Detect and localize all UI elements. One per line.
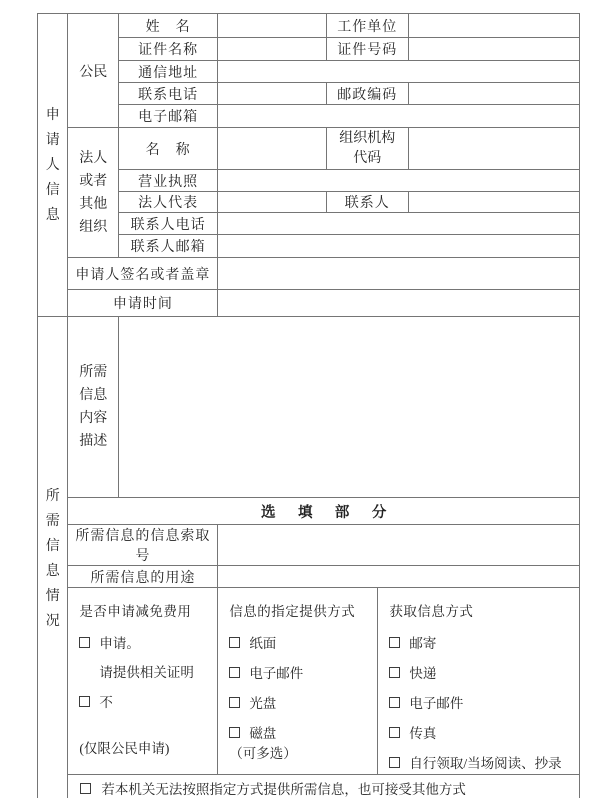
input-contact-phone[interactable] bbox=[218, 213, 580, 235]
input-contact-person[interactable] bbox=[408, 192, 579, 213]
input-purpose[interactable] bbox=[218, 566, 580, 588]
input-info-description[interactable] bbox=[119, 317, 580, 498]
option-label: 纸面 bbox=[249, 636, 277, 651]
option-label: 自行领取/当场阅读、抄录 bbox=[409, 756, 562, 771]
optional-section-header: 选填部分 bbox=[68, 498, 580, 525]
option-label: 电子邮件 bbox=[409, 696, 464, 711]
input-cert-number[interactable] bbox=[408, 38, 579, 61]
input-postcode[interactable] bbox=[408, 83, 579, 105]
fallback-note-cell bbox=[68, 775, 580, 798]
provision-option-paper[interactable] bbox=[229, 632, 276, 652]
obtain-method-cell bbox=[378, 588, 580, 775]
group-label-citizen bbox=[68, 14, 119, 128]
fee-waiver-title: 是否申请减免费用 bbox=[79, 604, 192, 619]
label-signature: 申请人签名或者盖章 bbox=[68, 258, 218, 290]
input-org-name[interactable] bbox=[218, 128, 326, 170]
option-label: 不 bbox=[99, 695, 113, 710]
label-contact-email: 联系人邮箱 bbox=[119, 235, 218, 258]
label-phone: 联系电话 bbox=[119, 83, 218, 105]
application-form-table bbox=[37, 13, 580, 798]
label-cert-number: 证件号码 bbox=[326, 38, 408, 61]
provision-option-cd[interactable] bbox=[229, 692, 276, 712]
label-business-license: 营业执照 bbox=[119, 170, 218, 192]
input-org-code[interactable] bbox=[408, 128, 579, 170]
input-index-number[interactable] bbox=[218, 525, 580, 566]
citizen-group-label: 公民 bbox=[79, 64, 108, 80]
obtain-option-mail[interactable] bbox=[389, 632, 436, 652]
fee-waiver-option-apply[interactable] bbox=[79, 632, 140, 652]
input-signature[interactable] bbox=[218, 258, 580, 290]
option-label: 快递 bbox=[409, 666, 437, 681]
checkbox-icon[interactable] bbox=[389, 697, 400, 708]
option-label: 电子邮件 bbox=[249, 666, 304, 681]
fee-waiver-option-no[interactable] bbox=[79, 691, 113, 711]
checkbox-icon[interactable] bbox=[389, 757, 400, 768]
obtain-option-email[interactable] bbox=[389, 692, 463, 712]
option-label: 传真 bbox=[409, 726, 437, 741]
label-info-description: 所需信息内容描述 bbox=[68, 317, 119, 498]
label-cert-name: 证件名称 bbox=[119, 38, 218, 61]
obtain-option-fax[interactable] bbox=[389, 722, 436, 742]
fee-waiver-footnote: (仅限公民申请) bbox=[79, 741, 170, 756]
legal-group-label: 法人或者其他组织 bbox=[79, 150, 108, 235]
label-address: 通信地址 bbox=[119, 61, 218, 83]
checkbox-icon[interactable] bbox=[389, 727, 400, 738]
option-label: 光盘 bbox=[249, 696, 277, 711]
label-email: 电子邮箱 bbox=[119, 105, 218, 128]
checkbox-icon[interactable] bbox=[389, 637, 400, 648]
section-title-applicant-info bbox=[38, 14, 68, 317]
input-phone[interactable] bbox=[218, 83, 326, 105]
label-contact-phone: 联系人电话 bbox=[119, 213, 218, 235]
applicant-section-label: 申请人信息 bbox=[45, 107, 60, 223]
input-address[interactable] bbox=[218, 61, 580, 83]
checkbox-icon[interactable] bbox=[229, 727, 240, 738]
input-apply-time[interactable] bbox=[218, 290, 580, 317]
obtain-option-express[interactable] bbox=[389, 662, 436, 682]
input-contact-email[interactable] bbox=[218, 235, 580, 258]
label-legal-rep: 法人代表 bbox=[119, 192, 218, 213]
provision-method-title: 信息的指定提供方式 bbox=[229, 604, 356, 619]
option-label: 邮寄 bbox=[409, 636, 437, 651]
input-email[interactable] bbox=[218, 105, 580, 128]
label-purpose: 所需信息的用途 bbox=[68, 566, 218, 588]
provision-method-footnote: （可多选） bbox=[229, 746, 297, 761]
input-cert-name[interactable] bbox=[218, 38, 326, 61]
required-info-section-label: 所需信息情况 bbox=[45, 489, 60, 629]
checkbox-icon[interactable] bbox=[229, 667, 240, 678]
provision-option-email[interactable] bbox=[229, 662, 303, 682]
option-label: 申请。 bbox=[99, 636, 140, 651]
checkbox-icon[interactable] bbox=[389, 667, 400, 678]
fee-waiver-apply-note: 请提供相关证明 bbox=[99, 665, 194, 680]
checkbox-icon[interactable] bbox=[80, 783, 91, 794]
provision-option-disk[interactable] bbox=[229, 722, 276, 742]
checkbox-icon[interactable] bbox=[79, 696, 90, 707]
input-name[interactable] bbox=[218, 14, 326, 38]
label-apply-time: 申请时间 bbox=[68, 290, 218, 317]
label-work-unit: 工作单位 bbox=[326, 14, 408, 38]
label-index-number: 所需信息的信息索取号 bbox=[68, 525, 218, 566]
label-org-code: 组织机构代码 bbox=[326, 128, 408, 170]
obtain-option-self-pickup[interactable] bbox=[389, 752, 561, 772]
fallback-note-option[interactable] bbox=[68, 775, 579, 798]
group-label-legal-entity bbox=[68, 128, 119, 258]
provision-method-cell bbox=[218, 588, 378, 775]
checkbox-icon[interactable] bbox=[79, 637, 90, 648]
option-label: 磁盘 bbox=[249, 726, 277, 741]
checkbox-icon[interactable] bbox=[229, 697, 240, 708]
label-name: 姓 名 bbox=[119, 14, 218, 38]
obtain-method-title: 获取信息方式 bbox=[389, 604, 474, 619]
input-business-license[interactable] bbox=[218, 170, 580, 192]
fallback-note-label: 若本机关无法按照指定方式提供所需信息，也可接受其他方式 bbox=[101, 782, 466, 797]
checkbox-icon[interactable] bbox=[229, 637, 240, 648]
label-org-name: 名 称 bbox=[119, 128, 218, 170]
fee-waiver-cell bbox=[68, 588, 218, 775]
input-work-unit[interactable] bbox=[408, 14, 579, 38]
label-postcode: 邮政编码 bbox=[326, 83, 408, 105]
section-title-required-info bbox=[38, 317, 68, 798]
input-legal-rep[interactable] bbox=[218, 192, 326, 213]
label-contact-person: 联系人 bbox=[326, 192, 408, 213]
